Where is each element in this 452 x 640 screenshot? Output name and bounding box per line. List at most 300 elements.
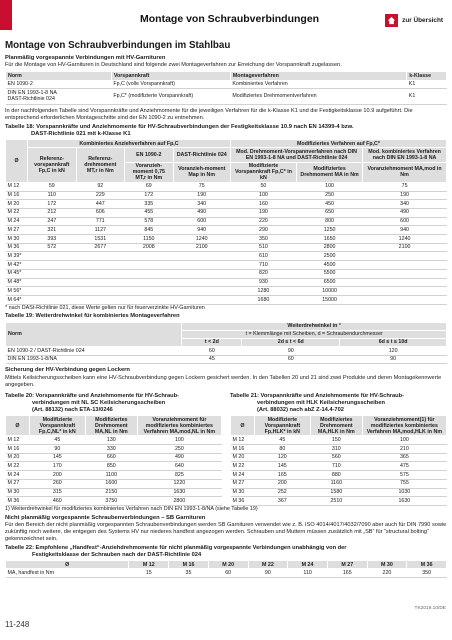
cell (76, 278, 125, 287)
col-header: k-Klasse (407, 72, 447, 80)
diameter-header: Ø (6, 561, 129, 569)
cell: 170 (29, 462, 85, 471)
cell: 2500 (297, 252, 363, 261)
section-text-locking: Mittels Keilsicherungsscheiben kann eine HV-Schraubverbindung gegen Lockern gesichert werden. In den Tabellen 20 und 21 sind zwei Produkte und deren Montagekennwerte angegeben. (5, 374, 442, 388)
cell (173, 252, 230, 261)
row-label: EN 1090-2 / DAST-Richtlinie 024 (6, 347, 182, 356)
table22-header-row (6, 561, 447, 569)
table-methods (5, 71, 447, 104)
row-label: M 24 (6, 217, 28, 226)
cell: 130 (85, 436, 137, 445)
row-label: M 22 (6, 208, 28, 217)
col-header: Mod. kombiniertes Verfahren nach DIN EN 1993-1-8 NA (363, 148, 447, 162)
cell: 450 (297, 200, 363, 209)
col-subheader: t = Klemmlänge mit Scheiben, d = Schraubendurchmesser (182, 330, 447, 338)
diameter-header: Ø (6, 416, 30, 436)
cell: 1240 (173, 235, 230, 244)
table22-title (5, 545, 447, 559)
cell: 172 (125, 191, 174, 200)
table-row (6, 479, 222, 488)
col-header: Modifiziertes Drehmoment MA,NL in Nm (85, 416, 137, 436)
row-label: M 39* (6, 252, 28, 261)
cell: 190 (230, 208, 296, 217)
col-header: M 27 (327, 561, 367, 569)
table-row (231, 445, 447, 454)
cell: 90 (340, 355, 447, 364)
cell: 229 (76, 191, 125, 200)
cell: 145 (29, 453, 85, 462)
row-label: M 45* (6, 269, 28, 278)
row-label: M 30 (6, 235, 28, 244)
cell: 572 (28, 243, 77, 252)
col-header: Norm (6, 322, 182, 347)
cell: 1250 (297, 226, 363, 235)
cell: 578 (125, 217, 174, 226)
cell (76, 261, 125, 270)
cell: 820 (230, 269, 296, 278)
cell (363, 278, 447, 287)
section-title-locking: Sicherung der HV-Verbindung gegen Lockern (5, 367, 130, 374)
cell: 5500 (297, 269, 363, 278)
col-header: Voranziehmoment für modifiziertes kombiniertes Verfahren MA,mod,NL in Nm (137, 416, 221, 436)
row-label: M 30 (6, 488, 30, 497)
row-label: M 20 (6, 200, 28, 209)
cell: Fp,C* (modifizierte Vorspannkraft) (111, 89, 230, 104)
cell: 600 (363, 217, 447, 226)
cell: 2008 (125, 243, 174, 252)
cell: 120 (254, 453, 310, 462)
row-label: M 20 (231, 453, 255, 462)
row-label: M 12 (6, 436, 30, 445)
col-header: Norm (6, 72, 112, 80)
cell (76, 269, 125, 278)
cell: 510 (230, 243, 296, 252)
table19-body (6, 347, 447, 364)
cell: 80 (254, 445, 310, 454)
cell: 200 (254, 479, 310, 488)
table-row (6, 208, 447, 217)
table-row (6, 252, 447, 261)
cell: 45 (254, 436, 310, 445)
col-header: Montageverfahren (230, 72, 406, 80)
row-label: M 16 (6, 191, 28, 200)
cell: 2800 (297, 243, 363, 252)
cell: 92 (76, 182, 125, 191)
row-label: M 56* (6, 287, 28, 296)
col-header: Voranziehmoment(1) für modifiziertes kombiniertes Verfahren MA,mod,HLK in Nm (362, 416, 446, 436)
cell (173, 295, 230, 304)
cell: 1630 (362, 497, 446, 506)
row-label: M 27 (231, 479, 255, 488)
cell: 825 (137, 471, 221, 480)
cell: 165 (327, 569, 367, 578)
cell: 6500 (297, 278, 363, 287)
cell: 190 (173, 191, 230, 200)
cell: 15 (129, 569, 169, 578)
row-label: M 27 (6, 226, 28, 235)
cell: 60 (182, 347, 242, 356)
cell: 75 (363, 182, 447, 191)
cell (28, 269, 77, 278)
table21-title-line1: Tabelle 21: Vorspannkräfte und Anziehmomente für HV-Schraub- (230, 392, 405, 399)
table-row (6, 347, 447, 356)
row-label: M 20 (6, 453, 30, 462)
cell: 10000 (297, 287, 363, 296)
cell: 315 (29, 488, 85, 497)
main-heading: Montage von Schraubverbindungen im Stahlbau (5, 40, 231, 51)
cell: 260 (29, 479, 85, 488)
cell: K1 (407, 80, 447, 89)
table-row (6, 355, 447, 364)
cell: 100 (362, 436, 446, 445)
cell: 290 (230, 226, 296, 235)
cell: 1240 (363, 235, 447, 244)
cell: 610 (230, 252, 296, 261)
col-header: 2d ≤ t < 6d (242, 338, 340, 346)
cell: 15000 (297, 295, 363, 304)
page-number: 11-248 (5, 620, 30, 629)
col-header: Modifizierte Vorspannkraft Fp,C* in kN (230, 162, 296, 182)
col-header: M 24 (288, 561, 328, 569)
diameter-header: Ø (6, 140, 28, 183)
cell: 340 (173, 200, 230, 209)
back-label: zur Übersicht (402, 16, 443, 24)
table-row (6, 488, 222, 497)
col-header: Mod. Drehmoment-Vorspannverfahren nach DIN EN 1993-1-8 NA und DAST-Richtlinie 024 (230, 148, 362, 162)
cell: 490 (363, 208, 447, 217)
cell (28, 261, 77, 270)
cell: 190 (363, 191, 447, 200)
cell: 250 (297, 191, 363, 200)
cell: 252 (254, 488, 310, 497)
cell: 600 (173, 217, 230, 226)
cell (125, 295, 174, 304)
table-row (231, 488, 447, 497)
table-row (6, 261, 447, 270)
cell (76, 287, 125, 296)
table18-body (6, 182, 447, 304)
row-label: M 22 (231, 462, 255, 471)
cell: 335 (125, 200, 174, 209)
row-label: M 12 (6, 182, 28, 191)
row-label: M 16 (6, 445, 30, 454)
table-row (6, 436, 222, 445)
document-reference: TK2019.10/DE (414, 606, 446, 611)
cell: 2510 (310, 497, 362, 506)
col-header: Referenz-drehmoment MT,r in Nm (76, 148, 125, 183)
table20-title (5, 393, 222, 414)
col-header: Modifizierte Vorspannkraft Fp,HLK* in kN (254, 416, 310, 436)
diameter-header: Ø (231, 416, 255, 436)
table18-title (5, 124, 447, 138)
cell: 310 (310, 445, 362, 454)
cell: Fp,C (volle Vorspannkraft) (111, 80, 230, 89)
table20-title-line3: (Art. 88132) nach ETA-13/0246 (32, 406, 113, 413)
row-label: MA, handfest in Nm (6, 569, 129, 578)
col-header: Modifiziertes Drehmoment MA in Nm (297, 162, 363, 182)
cell: 447 (76, 200, 125, 209)
row-label: M 24 (231, 471, 255, 480)
cell (363, 269, 447, 278)
cell (125, 278, 174, 287)
cell (363, 295, 447, 304)
cell: 2100 (363, 243, 447, 252)
cell: 3750 (85, 497, 137, 506)
cell: 247 (28, 217, 77, 226)
cell: 575 (362, 471, 446, 480)
col-header: M 12 (129, 561, 169, 569)
table-row (6, 462, 222, 471)
cell: 1030 (362, 488, 446, 497)
cell (125, 287, 174, 296)
cell: 2150 (85, 488, 137, 497)
cell: 350 (407, 569, 447, 578)
cell: 367 (254, 497, 310, 506)
cell (28, 278, 77, 287)
cell: 350 (230, 235, 296, 244)
section-text-hv: Für die Montage von HV-Garnituren in Deutschland sind folgende zwei Montageverfahren zur Erreichung der Vorspannkraft zugelassen. (5, 62, 342, 69)
cell: 1160 (310, 479, 362, 488)
cell: 165 (254, 471, 310, 480)
cell: 35 (169, 569, 209, 578)
cell: 850 (85, 462, 137, 471)
table-row (6, 243, 447, 252)
cell: 475 (362, 462, 446, 471)
cell: 330 (85, 445, 137, 454)
row-label: M 42* (6, 261, 28, 270)
cell: 490 (173, 208, 230, 217)
cell: 90 (29, 445, 85, 454)
cell: Kombiniertes Verfahren (230, 80, 406, 89)
table-row (6, 182, 447, 191)
cell: 1127 (76, 226, 125, 235)
table18-title-line2: DAST-Richtlinie 021 mit k-Klasse K1 (31, 130, 131, 137)
table-row (231, 453, 447, 462)
row-label: M 27 (6, 479, 30, 488)
row-label: M 48* (6, 278, 28, 287)
brand-accent-bar (0, 0, 12, 30)
table-row (6, 217, 447, 226)
col-header: Voranzieh-moment Map in Nm (173, 162, 230, 182)
row-label: M 22 (6, 462, 30, 471)
col-header: Vorspannkraft (111, 72, 230, 80)
col-header: Voranziehmoment MA,mod in Nm (363, 162, 447, 182)
section-text-sb: Für den Bereich der nicht planmäßig vorgespannten Schraubenverbindungen werden SB Garnituren verwendet wie z. B. ISO 4014/4017/4032/7090 aber auch für DIN 7990 sowie zukünftig noch weitere, die entgegen des Systems HV nur niederes handfest angezogen werden. Schrauben und Muttern müssen zusätzlich mit „SB“ für “structural bolting” gekennzeichnet sein. (5, 521, 447, 542)
cell: DIN EN 1993-1-8 NA DAST-Richtlinie 024 (6, 89, 112, 104)
cell: 455 (125, 208, 174, 217)
table-row (231, 462, 447, 471)
row-label: M 36 (231, 497, 255, 506)
table22-title-line1: Tabelle 22: Empfohlene „Handfest“-Anziehdrehmomente für nicht planmäßig vorgespannte Verbindungen unabhängig von der (5, 544, 347, 551)
page-header-title: Montage von Schraubverbindungen (140, 13, 320, 25)
cell: 930 (230, 278, 296, 287)
cell (173, 287, 230, 296)
cell: 1280 (230, 287, 296, 296)
cell: 2677 (76, 243, 125, 252)
cell: 120 (340, 347, 447, 356)
table21 (230, 415, 447, 506)
table-row (6, 80, 447, 89)
col-header: DAST-Richtlinie 024 (173, 148, 230, 162)
cell: 755 (362, 479, 446, 488)
cell: 100 (137, 436, 221, 445)
table-row (231, 436, 447, 445)
table21-title-line2: verbindungen mit HLK Keilsicherungsscheiben (257, 399, 385, 406)
row-label: DIN EN 1993-1-8/NA (6, 355, 182, 364)
col-header: Voranzieh-moment 0,75 MT,r in Nm (125, 162, 174, 182)
cell (173, 278, 230, 287)
cell: 210 (362, 445, 446, 454)
cell: 90 (242, 347, 340, 356)
table21-title-line3: (Art. 88032) nach abZ Z-14.4-702 (257, 406, 344, 413)
cell: 845 (125, 226, 174, 235)
cell: 150 (310, 436, 362, 445)
cell: 45 (182, 355, 242, 364)
table-row (6, 453, 222, 462)
table-row (6, 471, 222, 480)
cell: EN 1090-2 (6, 80, 112, 89)
cell: 880 (310, 471, 362, 480)
cell: Modifiziertes Drehmomentverfahren (230, 89, 406, 104)
col-header: M 16 (169, 561, 209, 569)
cell: 800 (297, 217, 363, 226)
cell: K1 (407, 89, 447, 104)
table-row (6, 569, 447, 578)
col-header: M 30 (367, 561, 407, 569)
row-label: M 64* (6, 295, 28, 304)
cell: 1580 (310, 488, 362, 497)
col-header: M 22 (248, 561, 288, 569)
row-label: M 36 (6, 497, 30, 506)
cell: 393 (28, 235, 77, 244)
cell: 460 (29, 497, 85, 506)
cell (173, 269, 230, 278)
col-header: Modifizierte Vorspannkraft Fp,C,NL* in kN (29, 416, 85, 436)
col-header: M 20 (208, 561, 248, 569)
table-row (6, 226, 447, 235)
cell (76, 252, 125, 261)
col-header: EN 1090-2 (125, 148, 174, 162)
table20-title-line2: verbindungen mit NL SC Keilsicherungsscheiben (32, 399, 166, 406)
table-row (6, 235, 447, 244)
col-header: t < 2d (182, 338, 242, 346)
cell: 45 (29, 436, 85, 445)
cell: 2100 (173, 243, 230, 252)
cell (125, 261, 174, 270)
footnote-1: 1) Weiterdrehwinkel für modifiziertes kombiniertes Verfahren nach DIN EN 1993-1-8/NA (siehe Tabelle 19) (5, 506, 258, 512)
cell: 50 (230, 182, 296, 191)
cell: 650 (297, 208, 363, 217)
table19-title: Tabelle 19: Weiterdrehwinkel für kombiniertes Montageverfahren (5, 313, 180, 320)
cell: 1630 (137, 488, 221, 497)
cell: 75 (173, 182, 230, 191)
table21-title (230, 393, 447, 414)
table19 (5, 322, 447, 365)
table-row (6, 269, 447, 278)
table20-body (6, 436, 222, 506)
cell: 340 (363, 200, 447, 209)
cell: 1531 (76, 235, 125, 244)
table-row (6, 89, 447, 104)
cell (28, 252, 77, 261)
table-row (6, 287, 447, 296)
section-title-hv: Planmäßig vorgespannte Verbindungen mit HV-Garnituren (5, 55, 166, 62)
table18-title-line1: Tabelle 18: Vorspannkräfte und Anziehmomente für HV-Schraubverbindungen der Festigkeitsklasse 10.9 nach EN 14399-4 bzw. (5, 123, 354, 130)
table22 (5, 560, 447, 578)
cell (173, 261, 230, 270)
cell: 200 (29, 471, 85, 480)
cell (363, 252, 447, 261)
cell: 606 (76, 208, 125, 217)
cell (125, 252, 174, 261)
cell: 212 (28, 208, 77, 217)
cell: 710 (310, 462, 362, 471)
section-title-sb: Nicht planmäßig vorgespannte Schraubenverbindungen – SB Garnituren (5, 514, 206, 521)
cell: 172 (28, 200, 77, 209)
cell: 2800 (137, 497, 221, 506)
cell: 560 (310, 453, 362, 462)
cell: 710 (230, 261, 296, 270)
table-row (6, 497, 222, 506)
cell: 145 (254, 462, 310, 471)
row-label: M 12 (231, 436, 255, 445)
row-label: M 36 (6, 243, 28, 252)
cell: 60 (242, 355, 340, 364)
cell: 1220 (137, 479, 221, 488)
cell (76, 295, 125, 304)
cell: 1650 (297, 235, 363, 244)
cell: 771 (76, 217, 125, 226)
cell: 220 (230, 217, 296, 226)
cell: 1150 (125, 235, 174, 244)
table22-title-line2: Festigkeitsklasse der Schrauben nach der DAST-Richtlinie 024 (32, 552, 202, 559)
cell: 365 (362, 453, 446, 462)
table-row (231, 497, 447, 506)
cell: 321 (28, 226, 77, 235)
cell: 160 (230, 200, 296, 209)
group-header-modified: Modifiziertes Verfahren auf Fp,C* (230, 140, 446, 148)
table-row (6, 191, 447, 200)
cell (363, 261, 447, 270)
cell: 940 (173, 226, 230, 235)
col-header: Weiterdrehwinkel in ° (182, 322, 447, 330)
cell: 90 (248, 569, 288, 578)
table-row (231, 471, 447, 480)
cell (125, 269, 174, 278)
cell: 110 (28, 191, 77, 200)
back-to-overview-button[interactable] (385, 14, 443, 27)
table-row (6, 295, 447, 304)
col-header: M 36 (407, 561, 447, 569)
cell: 250 (137, 445, 221, 454)
cell: 59 (28, 182, 77, 191)
table-row (231, 479, 447, 488)
col-header: 6d ≤ t ≤ 10d (340, 338, 447, 346)
cell: 1100 (85, 471, 137, 480)
cell: 1680 (230, 295, 296, 304)
cell: 4500 (297, 261, 363, 270)
cell (363, 287, 447, 296)
cell: 220 (367, 569, 407, 578)
row-label: M 16 (231, 445, 255, 454)
cell: 640 (137, 462, 221, 471)
intro-text-table18: In der nachfolgenden Tabelle sind Vorspannkräfte und Anziehmomente für die jeweiligen Verfahren für die k-Klasse K1 und die Festigkeitsklasse 10.9 aufgeführt. Die entsprechend erforderlichen Montageschritte sind der EN 1090-2 zu entnehmen. (5, 107, 413, 121)
cell: 660 (85, 453, 137, 462)
group-header-combined: Kombiniertes Anziehverfahren auf Fp,C (28, 140, 231, 148)
row-label: M 24 (6, 471, 30, 480)
table18 (5, 139, 447, 305)
table20 (5, 415, 222, 506)
